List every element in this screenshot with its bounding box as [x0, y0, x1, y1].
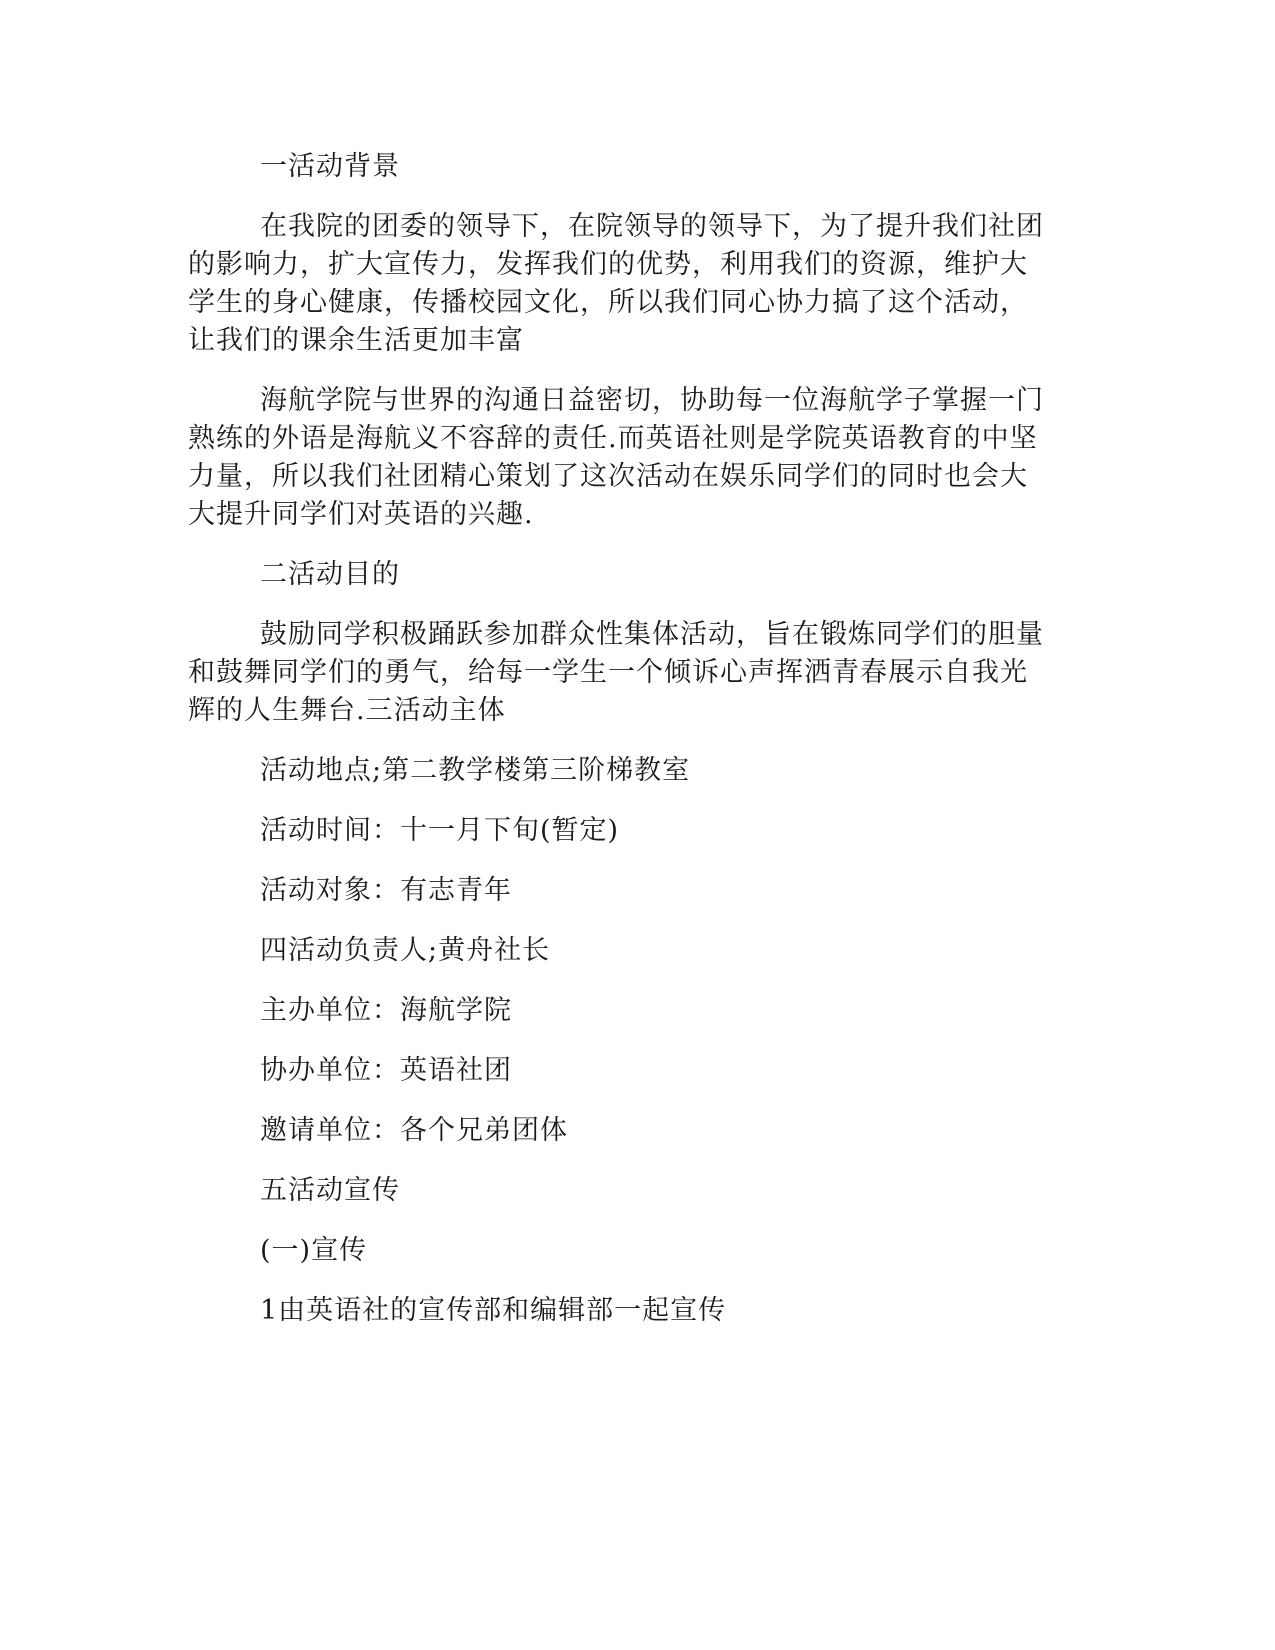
paragraph-line: 海航学院与世界的沟通日益密切，协助每一位海航学子掌握一门 [260, 385, 1044, 416]
paragraph-line: 在我院的团委的领导下，在院领导的领导下，为了提升我们社团 [260, 211, 1044, 242]
paragraph-background [188, 208, 1080, 360]
paragraph-line: 熟练的外语是海航义不容辞的责任.而英语社则是学院英语教育的中坚 [188, 423, 1038, 454]
paragraph-line: 鼓励同学积极踊跃参加群众性集体活动，旨在锻炼同学们的胆量 [260, 619, 1044, 650]
co-host-organization: 协办单位：英语社团 [260, 1055, 512, 1086]
document-body [188, 148, 1080, 1352]
section-heading-background: 一活动背景 [260, 151, 400, 182]
paragraph-line: 力量，所以我们社团精心策划了这次活动在娱乐同学们的同时也会大 [188, 461, 1028, 492]
activity-leader: 四活动负责人;黄舟社长 [260, 935, 551, 966]
activity-time: 活动时间：十一月下旬(暂定) [260, 815, 620, 846]
host-organization: 主办单位：海航学院 [260, 995, 512, 1026]
activity-audience: 活动对象：有志青年 [260, 875, 512, 906]
section-heading-publicity: 五活动宣传 [260, 1175, 400, 1206]
paragraph-line: 让我们的课余生活更加丰富 [188, 325, 524, 356]
paragraph-line: 和鼓舞同学们的勇气，给每一学生一个倾诉心声挥洒青春展示自我光 [188, 657, 1028, 688]
paragraph-line: 辉的人生舞台.三活动主体 [188, 695, 506, 726]
paragraph-line: 大提升同学们对英语的兴趣. [188, 499, 534, 530]
paragraph-line: 的影响力，扩大宣传力，发挥我们的优势，利用我们的资源，维护大 [188, 249, 1028, 280]
invited-organizations: 邀请单位：各个兄弟团体 [260, 1115, 568, 1146]
paragraph-line: 学生的身心健康，传播校园文化，所以我们同心协力搞了这个活动， [188, 287, 1028, 318]
paragraph-english-club [188, 382, 1080, 534]
activity-location: 活动地点;第二教学楼第三阶梯教室 [260, 755, 691, 786]
section-heading-purpose: 二活动目的 [260, 559, 400, 590]
paragraph-purpose [188, 616, 1080, 730]
subsection-heading-publicity: (一)宣传 [260, 1235, 368, 1266]
list-item: 1由英语社的宣传部和编辑部一起宣传 [260, 1295, 727, 1326]
